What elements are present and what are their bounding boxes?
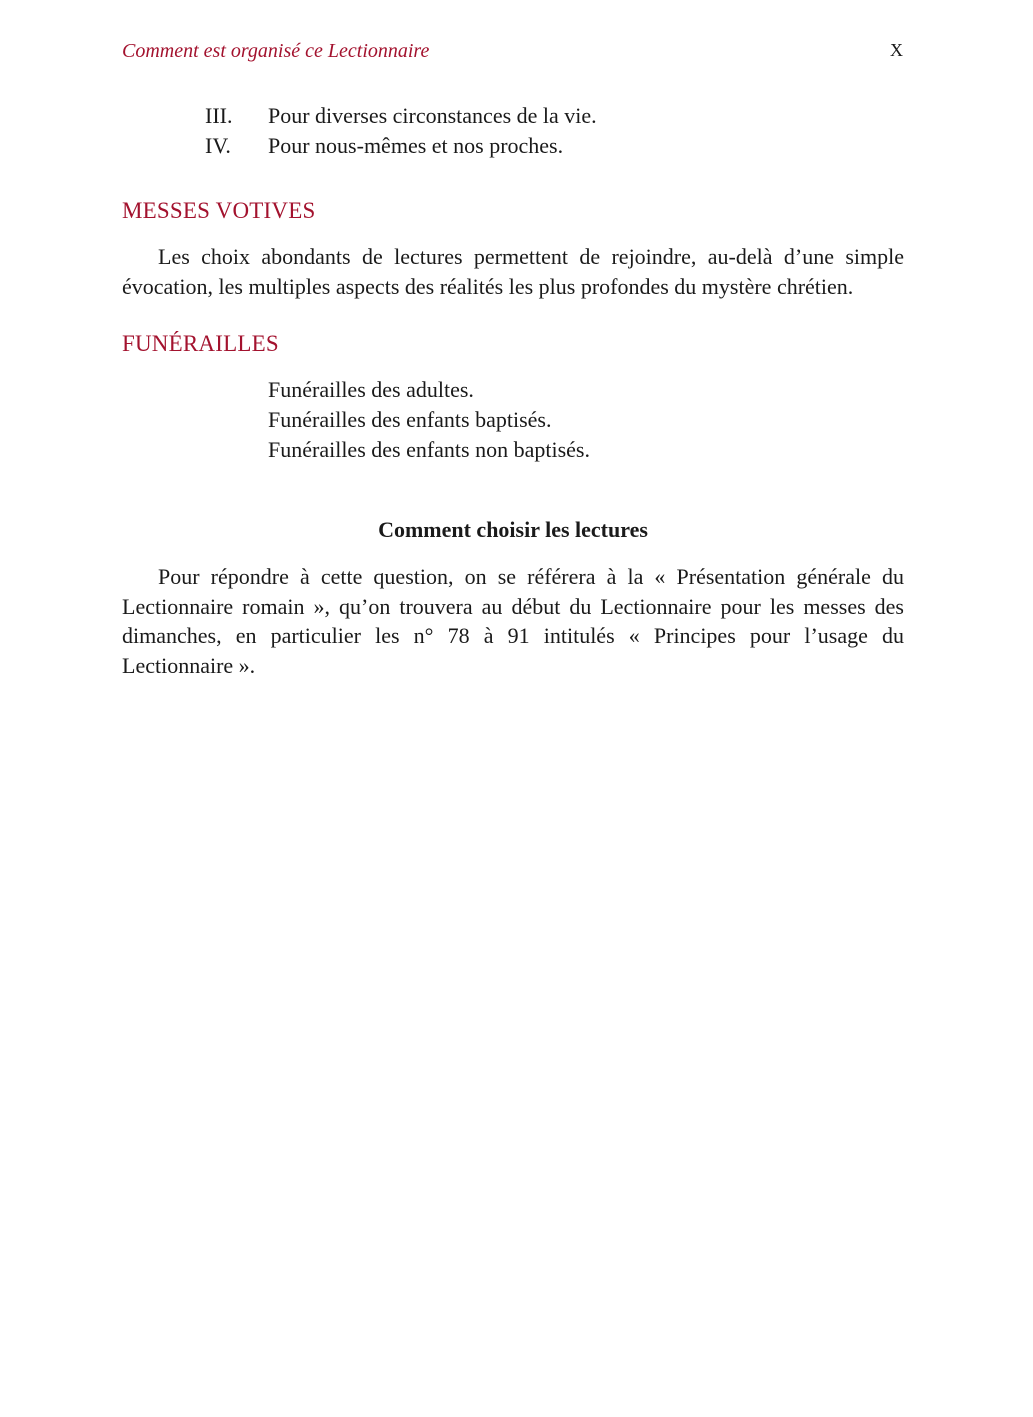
funeral-item: Funérailles des adultes. [268, 377, 474, 402]
list-item-number: III. [205, 103, 233, 128]
list-item-number: IV. [205, 133, 231, 158]
section-heading-funerals: FUNÉRAILLES [122, 331, 279, 356]
funeral-item: Funérailles des enfants non baptisés. [268, 437, 590, 462]
list-item-text: Pour diverses circonstances de la vie. [268, 103, 597, 128]
funeral-item: Funérailles des enfants baptisés. [268, 407, 552, 432]
page-number: X [890, 40, 903, 60]
choosing-paragraph: Pour répondre à cette question, on se référera à la « Présentation générale du Lectionnaire romain », qu’on trouvera au début du Lectionnaire pour les messes des dimanches, en particulier les n° 78 à 91 intitulés « Principes pour l’usage du Lectionnaire ». [122, 564, 904, 678]
votive-paragraph: Les choix abondants de lectures permettent de rejoindre, au-delà d’une simple évocation, les multiples aspects des réalités les plus profondes du mystère chrétien. [122, 244, 904, 299]
section-heading-votive: MESSES VOTIVES [122, 198, 316, 223]
subheading-choosing: Comment choisir les lectures [378, 517, 648, 542]
running-head: Comment est organisé ce Lectionnaire [122, 40, 430, 62]
list-item-text: Pour nous-mêmes et nos proches. [268, 133, 564, 158]
